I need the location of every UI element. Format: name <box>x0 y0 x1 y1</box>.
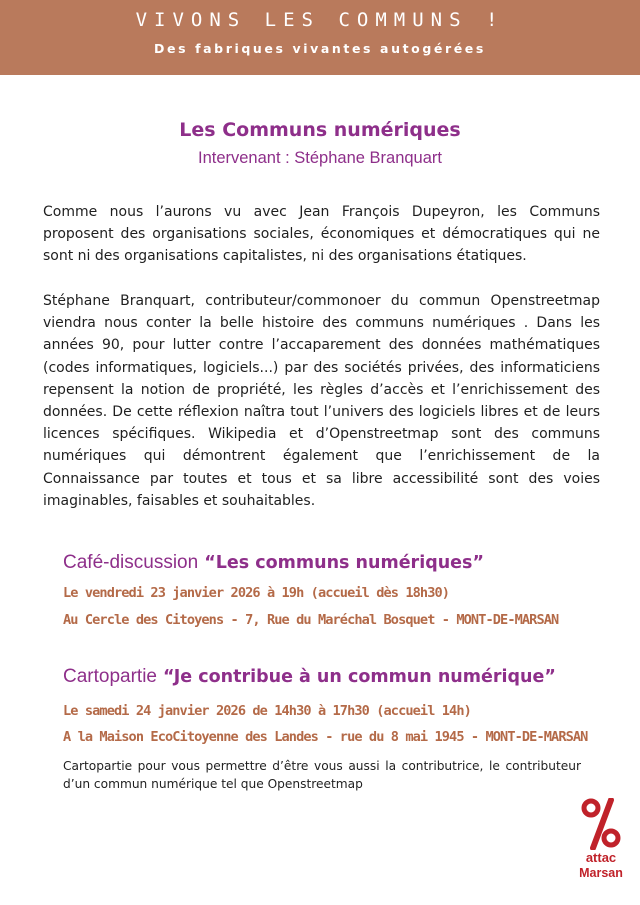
event-date: Le vendredi 23 janvier 2026 à 19h (accueil dès 18h30) <box>63 585 450 601</box>
event-type: Café-discussion <box>63 552 199 573</box>
attac-logo <box>571 798 631 888</box>
event-name: “Les communs numériques” <box>204 553 484 573</box>
event-place: A la Maison EcoCitoyenne des Landes - rue du 8 mai 1945 - MONT-DE-MARSAN <box>63 729 588 745</box>
event-heading-cartopartie <box>63 665 556 688</box>
event-heading-cafe <box>63 551 484 574</box>
event-place: Au Cercle des Citoyens - 7, Rue du Maréchal Bosquet - MONT-DE-MARSAN <box>63 612 559 628</box>
logo-word: attac <box>585 850 617 865</box>
history-paragraph: Stéphane Branquart, contributeur/commonoer du commun Openstreetmap viendra nous conter la belle histoire des communs numériques . Dans les années 90, pour lutter contre l’accaparement des données mathématiques (codes informatiques, logiciels...) par des sociétés privées, des informaticiens repensent la notion de propriété, les règles d’accès et l’enrichissement des données. De cette réflexion naîtra tout l’univers des logiciels libres et de leurs licences spécifiques. Wikipedia et d’Openstreetmap sont des communs numériques qui démontrent également que l’enrichissement de la Connaissance par toutes et tous et sa libre accessibilité sont des voies imaginables, faisables et souhaitables. <box>43 293 600 509</box>
talk-title: Les Communs numériques <box>179 119 461 141</box>
intro-paragraph: Comme nous l’aurons vu avec Jean François Dupeyron, les Communs proposent des organisations sociales, économiques et démocratiques qui ne sont ni des organisations capitalistes, ni des organisations étatiques. <box>43 204 600 265</box>
event-date: Le samedi 24 janvier 2026 de 14h30 à 17h30 (accueil 14h) <box>63 703 471 719</box>
event-name: “Je contribue à un commun numérique” <box>163 667 556 687</box>
event-type: Cartopartie <box>63 666 157 687</box>
banner-subtitle: Des fabriques vivantes autogérées <box>154 41 486 56</box>
event-note: Cartopartie pour vous permettre d’être vous aussi la contributrice, le contributeur d’un commun numérique tel que Openstreetmap <box>63 759 581 791</box>
talk-speaker: Intervenant : Stéphane Branquart <box>197 149 442 167</box>
banner-title: VIVONS LES COMMUNS ! <box>135 9 505 31</box>
logo-city: Marsan <box>579 866 623 880</box>
header-banner <box>0 0 640 75</box>
percent-icon <box>571 798 631 850</box>
